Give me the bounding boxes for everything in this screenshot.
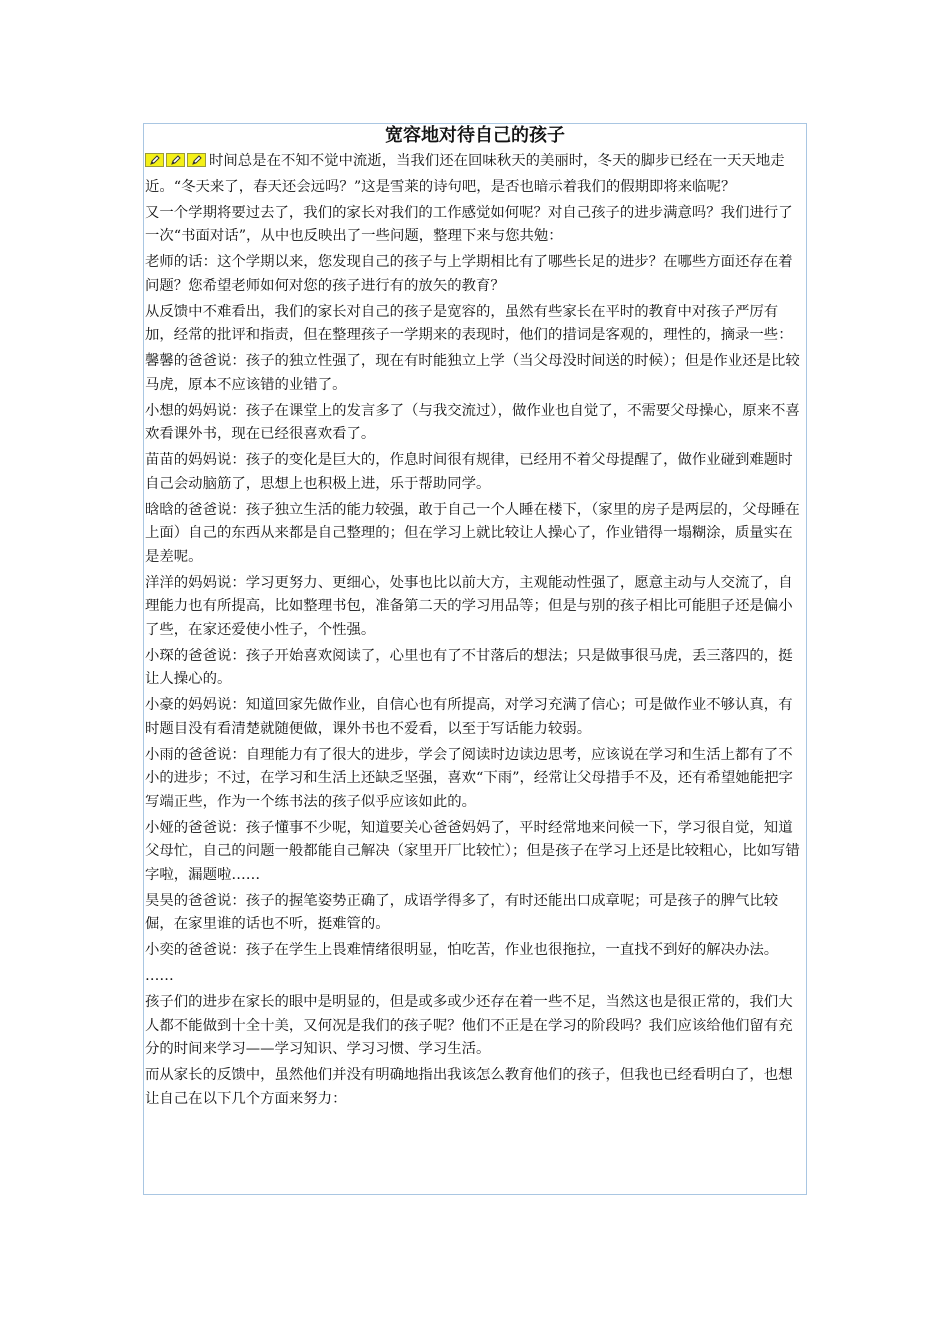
paragraph-3: 老师的话：这个学期以来，您发现自己的孩子与上学期相比有了哪些长足的进步？在哪些方面还存在着问题？您希望老师如何对您的孩子进行有的放矢的教育？ [145,254,793,294]
paragraph-15: 小奕的爸爸说：孩子在学生上畏难情绪很明显，怕吃苦，作业也很拖拉，一直找不到好的解决办法。 [145,942,779,958]
paragraph-7: 苗苗的妈妈说：孩子的变化是巨大的，作息时间很有规律，已经用不着父母提醒了，做作业碰到难题时自己会动脑筋了，思想上也积极上进，乐于帮助同学。 [145,452,793,492]
paragraph-17: 孩子们的进步在家长的眼中是明显的，但是或多或少还存在着一些不足，当然这也是很正常的，我们大人都不能做到十全十美，又何况是我们的孩子呢？他们不正是在学习的阶段吗？我们应该给他们留有充分的时间来学习——学习知识、学习习惯、学习生活。 [145,994,793,1057]
paragraph-1 [145,150,805,199]
paragraph-11: 小豪的妈妈说：知道回家先做作业，自信心也有所提高，对学习充满了信心；可是做作业不够认真，有时题目没有看清楚就随便做，课外书也不爱看，以至于写话能力较弱。 [145,697,793,737]
paragraph-6: 小想的妈妈说：孩子在课堂上的发言多了（与我交流过），做作业也自觉了，不需要父母操心，原来不喜欢看课外书，现在已经很喜欢看了。 [145,402,800,442]
paragraph-2: 又一个学期将要过去了，我们的家长对我们的工作感觉如何呢？对自己孩子的进步满意吗？我们进行了一次“书面对话”，从中也反映出了一些问题，整理下来与您共勉： [145,204,793,244]
paragraph-8: 晗晗的爸爸说：孩子独立生活的能力较强，敢于自己一个人睡在楼下，（家里的房子是两层的，父母睡在上面）自己的东西从来都是自己整理的；但在学习上就比较让人操心了，作业错得一塌糊涂，质量实在是差呢。 [145,501,800,565]
paragraph-14: 昊昊的爸爸说：孩子的握笔姿势正确了，成语学得多了，有时还能出口成章呢；可是孩子的脾气比较倔，在家里谁的话也不听，挺难管的。 [145,892,779,932]
paragraph-13: 小娅的爸爸说：孩子懂事不少呢，知道要关心爸爸妈妈了，平时经常地来问候一下，学习很自觉，知道父母忙，自己的问题一般都能自己解决（家里开厂比较忙）；但是孩子在学习上还是比较粗心，比如写错字啦，漏题啦…… [145,819,800,883]
paragraph-12: 小雨的爸爸说：自理能力有了很大的进步，学会了阅读时边读边思考，应该说在学习和生活上都有了不小的进步；不过，在学习和生活上还缺乏坚强，喜欢“下雨”，经常让父母措手不及，还有希望她能把字写端正些，作为一个练书法的孩子似乎应该如此的。 [145,746,793,810]
document-frame [143,123,807,1195]
paragraph-16: …… [145,968,174,984]
pencil-note-icon [166,153,185,167]
decoration-icon-group [145,152,208,176]
pencil-note-icon [187,153,206,167]
paragraph-5: 馨馨的爸爸说：孩子的独立性强了，现在有时能独立上学（当父母没时间送的时候）；但是作业还是比较马虎，原本不应该错的业错了。 [145,353,800,393]
document-title: 宽容地对待自己的孩子 [385,125,565,146]
paragraph-4: 从反馈中不难看出，我们的家长对自己的孩子是宽容的，虽然有些家长在平时的教育中对孩子严厉有加，经常的批评和指责，但在整理孩子一学期来的表现时，他们的措词是客观的，理性的，摘录一些： [145,303,793,343]
paragraph-9: 洋洋的妈妈说：学习更努力、更细心，处事也比以前大方，主观能动性强了，愿意主动与人交流了，自理能力也有所提高，比如整理书包，准备第二天的学习用品等；但是与别的孩子相比可能胆子还是偏小了些，在家还爱使小性子，个性强。 [145,574,793,638]
paragraph-10: 小琛的爸爸说：孩子开始喜欢阅读了，心里也有了不甘落后的想法；只是做事很马虎，丢三落四的，挺让人操心的。 [145,647,793,687]
pencil-note-icon [145,153,164,167]
paragraph-text: 时间总是在不知不觉中流逝，当我们还在回味秋天的美丽时，冬天的脚步已经在一天天地走近。“冬天来了，春天还会远吗？”这是雪莱的诗句吧，是否也暗示着我们的假期即将来临呢？ [145,153,785,195]
paragraph-18: 而从家长的反馈中，虽然他们并没有明确地指出我该怎么教育他们的孩子，但我也已经看明白了，也想让自己在以下几个方面来努力： [145,1067,793,1107]
